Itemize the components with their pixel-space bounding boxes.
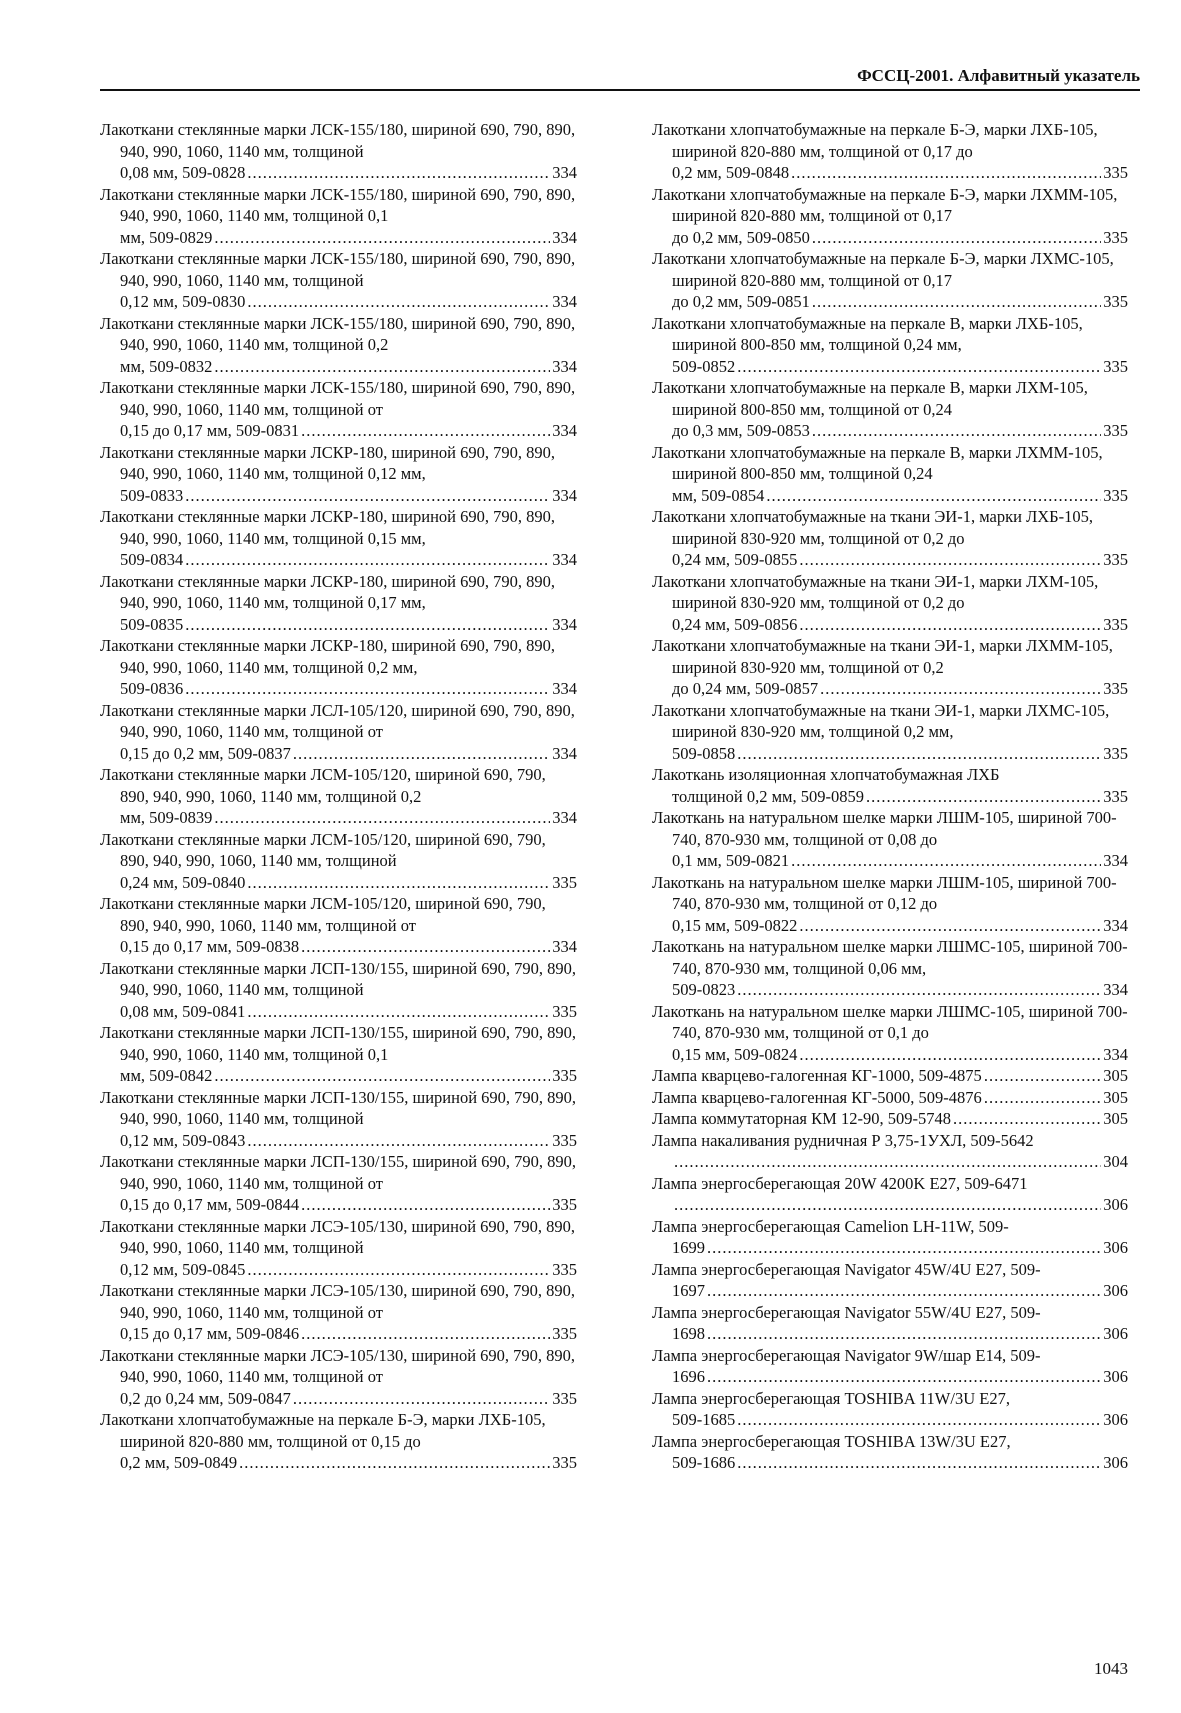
entry-last-line: 0,15 до 0,17 мм, 509-0846	[120, 1324, 300, 1343]
entry-leader-line	[672, 915, 1128, 937]
dot-leader	[707, 1323, 1101, 1345]
entry-text: Лакоткань на натуральном шелке марки ЛШМС-105, шириной 700-740, 870-930 мм, толщиной от 0,1 до	[652, 1001, 1128, 1042]
entry-leader-line	[120, 872, 577, 894]
entry-leader-line	[672, 1366, 1128, 1388]
dot-leader	[214, 807, 550, 829]
dot-leader	[707, 1366, 1101, 1388]
entry-text: Лакоткань изоляционная хлопчатобумажная ЛХБ	[652, 765, 1000, 784]
index-entry	[100, 1087, 577, 1152]
entry-page-ref: 305	[1103, 1087, 1128, 1107]
entry-leader-line	[120, 1001, 577, 1023]
entry-leader-line	[672, 420, 1128, 442]
entry-text: Лакоткани стеклянные марки ЛСП-130/155, шириной 690, 790, 890, 940, 990, 1060, 1140 мм, толщиной от	[100, 1152, 577, 1193]
index-entry	[652, 1345, 1128, 1388]
index-entry	[652, 1216, 1128, 1259]
dot-leader	[737, 743, 1101, 765]
index-entry	[652, 1259, 1128, 1302]
page-number: 1043	[1094, 1659, 1128, 1678]
index-entry	[652, 119, 1128, 184]
index-entry	[652, 248, 1128, 313]
entry-page-ref: 334	[552, 163, 577, 182]
dot-leader	[239, 1452, 550, 1474]
entry-leader-line	[120, 614, 577, 636]
entry-text: Лампа накаливания рудничная Р 3,75-1УХЛ, 509-5642	[652, 1130, 1034, 1150]
index-entry	[100, 377, 577, 442]
entry-text: Лакоткани стеклянные марки ЛСК-155/180, шириной 690, 790, 890, 940, 990, 1060, 1140 мм, толщиной	[100, 249, 576, 290]
dot-leader	[799, 614, 1101, 636]
entry-page-ref: 306	[1103, 1453, 1128, 1472]
entry-text: Лампа энергосберегающая TOSHIBA 11W/3U E27,	[652, 1388, 1010, 1408]
entry-leader-line	[120, 678, 577, 700]
entry-leader-line	[120, 743, 577, 765]
index-entry	[652, 807, 1128, 872]
entry-leader-line	[672, 614, 1128, 636]
entry-leader-line	[120, 291, 577, 313]
entry-last-line: до 0,24 мм, 509-0857	[672, 679, 819, 698]
entry-leader-line	[672, 549, 1128, 571]
entry-text: Лакоткани стеклянные марки ЛСМ-105/120, шириной 690, 790, 890, 940, 990, 1060, 1140 мм, толщиной	[100, 829, 546, 870]
entry-text: Лакоткани хлопчатобумажные на перкале В, марки ЛХММ-105, шириной 800-850 мм, толщиной 0,24	[652, 442, 1103, 483]
entry-last-line: 509-1686	[672, 1453, 736, 1472]
entry-last-line: 0,2 мм, 509-0849	[120, 1453, 238, 1472]
entry-leader-line	[672, 979, 1128, 1001]
entry-page-ref: 335	[552, 1130, 577, 1150]
entry-text: Лакоткани стеклянные марки ЛСМ-105/120, шириной 690, 790, 890, 940, 990, 1060, 1140 мм, толщиной от	[100, 894, 546, 935]
entry-leader-line	[120, 1130, 577, 1152]
entry-text: Лакоткани стеклянные марки ЛСКР-180, шириной 690, 790, 890, 940, 990, 1060, 1140 мм, толщиной 0,15 мм,	[100, 507, 555, 548]
entry-page-ref: 334	[552, 550, 577, 569]
entry-text: Лампа энергосберегающая 20W 4200K E27, 509-6471	[652, 1173, 1028, 1193]
entry-leader-line	[120, 1259, 577, 1281]
entry-leader-line	[672, 678, 1128, 700]
entry-last-line: Лампа кварцево-галогенная КГ-1000, 509-4875	[652, 1066, 982, 1085]
entry-last-line: до 0,2 мм, 509-0850	[672, 227, 810, 247]
entry-page-ref: 334	[1103, 1044, 1128, 1064]
dot-leader	[293, 743, 550, 765]
index-entry	[652, 1087, 1128, 1109]
entry-last-line: 0,08 мм, 509-0841	[120, 1001, 246, 1021]
entry-page-ref: 334	[552, 356, 577, 376]
entry-text: Лакоткани хлопчатобумажные на ткани ЭИ-1, марки ЛХММ-105, шириной 830-920 мм, толщиной от 0,2	[652, 636, 1113, 677]
entry-leader-line	[672, 1280, 1128, 1302]
entry-last-line: мм, 509-0829	[120, 227, 213, 247]
index-entry	[652, 1302, 1128, 1345]
entry-last-line: 0,2 мм, 509-0848	[672, 163, 790, 182]
entry-last-line: 0,24 мм, 509-0856	[672, 614, 798, 634]
index-entry	[100, 442, 577, 507]
entry-last-line: 509-0833	[120, 485, 184, 505]
entry-text: Лакоткани хлопчатобумажные на перкале Б-Э, марки ЛХБ-105, шириной 820-880 мм, толщиной от 0,17 до	[652, 120, 1098, 161]
entry-text: Лампа энергосберегающая Navigator 55W/4U E27, 509-	[652, 1302, 1041, 1322]
index-column-left	[100, 119, 577, 1474]
entry-page-ref: 335	[1103, 227, 1128, 247]
entry-text: Лакоткани стеклянные марки ЛСК-155/180, шириной 690, 790, 890, 940, 990, 1060, 1140 мм, толщиной 0,1	[100, 184, 576, 225]
entry-page-ref: 305	[1103, 1109, 1128, 1128]
index-entry	[100, 248, 577, 313]
entry-leader-line	[672, 1151, 1128, 1173]
entry-page-ref: 335	[552, 1066, 577, 1085]
entry-page-ref: 335	[552, 872, 577, 892]
entry-leader-line	[120, 485, 577, 507]
index-entry	[652, 1388, 1128, 1431]
entry-last-line: 0,15 до 0,2 мм, 509-0837	[120, 743, 291, 763]
index-entry	[100, 1409, 577, 1474]
entry-page-ref: 335	[552, 1453, 577, 1472]
entry-page-ref: 306	[1103, 1281, 1128, 1300]
entry-text: Лакоткани хлопчатобумажные на перкале В, марки ЛХМ-105, шириной 800-850 мм, толщиной от 0,24	[652, 378, 1088, 419]
entry-page-ref: 334	[552, 421, 577, 440]
entry-page-ref: 334	[1103, 851, 1128, 870]
index-entry	[652, 635, 1128, 700]
index-entry	[652, 571, 1128, 636]
dot-leader	[791, 162, 1101, 184]
index-entry	[100, 184, 577, 249]
dot-leader	[707, 1237, 1101, 1259]
running-header	[100, 66, 1140, 91]
dot-leader	[766, 485, 1101, 507]
entry-text: Лакоткань на натуральном шелке марки ЛШМ-105, шириной 700-740, 870-930 мм, толщиной от 0,12 до	[652, 872, 1117, 913]
entry-page-ref: 335	[1103, 550, 1128, 569]
entry-last-line: 0,15 до 0,17 мм, 509-0838	[120, 937, 300, 956]
entry-text: Лакоткани стеклянные марки ЛСЭ-105/130, шириной 690, 790, 890, 940, 990, 1060, 1140 мм, толщиной от	[100, 1281, 576, 1322]
entry-last-line: мм, 509-0832	[120, 356, 213, 376]
dot-leader	[301, 936, 550, 958]
entry-last-line: 1696	[672, 1367, 705, 1386]
entry-leader-line	[672, 850, 1128, 872]
header-title: ФССЦ-2001. Алфавитный указатель	[857, 66, 1140, 85]
index-entry	[100, 764, 577, 829]
entry-last-line: 1697	[672, 1281, 705, 1300]
entry-last-line: 0,24 мм, 509-0855	[672, 550, 798, 569]
dot-leader	[247, 291, 550, 313]
entry-leader-line	[672, 1237, 1128, 1259]
index-entry	[100, 1022, 577, 1087]
entry-last-line: 0,15 до 0,17 мм, 509-0844	[120, 1195, 300, 1214]
entry-leader-line	[652, 1065, 1128, 1087]
dot-leader	[301, 420, 550, 442]
entry-leader-line	[672, 162, 1128, 184]
entry-last-line: Лампа кварцево-галогенная КГ-5000, 509-4876	[652, 1087, 982, 1107]
entry-page-ref: 335	[552, 1324, 577, 1343]
entry-text: Лампа энергосберегающая Camelion LH-11W, 509-	[652, 1216, 1009, 1236]
entry-page-ref: 334	[552, 679, 577, 698]
entry-text: Лакоткани стеклянные марки ЛСЭ-105/130, шириной 690, 790, 890, 940, 990, 1060, 1140 мм, толщиной	[100, 1216, 576, 1257]
index-entry	[652, 377, 1128, 442]
entry-leader-line	[672, 485, 1128, 507]
entry-leader-line	[672, 743, 1128, 765]
entry-last-line: 509-0836	[120, 679, 184, 698]
entry-text: Лакоткань на натуральном шелке марки ЛШМС-105, шириной 700-740, 870-930 мм, толщиной 0,06 мм,	[652, 937, 1128, 978]
dot-leader	[953, 1108, 1101, 1130]
entry-leader-line	[672, 227, 1128, 249]
dot-leader	[185, 549, 550, 571]
entry-leader-line	[652, 1087, 1128, 1109]
entry-last-line: мм, 509-0854	[672, 485, 765, 505]
dot-leader	[791, 850, 1101, 872]
index-entry	[100, 119, 577, 184]
entry-text: Лакоткани хлопчатобумажные на перкале Б-Э, марки ЛХМС-105, шириной 820-880 мм, толщиной от 0,17	[652, 249, 1114, 290]
entry-leader-line	[120, 1452, 577, 1474]
entry-page-ref: 335	[1103, 163, 1128, 182]
entry-leader-line	[120, 1065, 577, 1087]
dot-leader	[707, 1280, 1101, 1302]
entry-page-ref: 306	[1103, 1367, 1128, 1386]
dot-leader	[799, 1044, 1101, 1066]
entry-last-line: 1699	[672, 1238, 705, 1257]
dot-leader	[737, 979, 1101, 1001]
entry-page-ref: 335	[1103, 679, 1128, 698]
entry-text: Лампа энергосберегающая Navigator 9W/шар E14, 509-	[652, 1345, 1041, 1365]
dot-leader	[185, 614, 550, 636]
entry-leader-line	[672, 356, 1128, 378]
index-entry	[652, 1001, 1128, 1066]
entry-page-ref: 335	[1103, 743, 1128, 763]
entry-text: Лакоткани хлопчатобумажные на перкале В, марки ЛХБ-105, шириной 800-850 мм, толщиной 0,24 мм,	[652, 313, 1083, 354]
dot-leader	[799, 915, 1101, 937]
entry-leader-line	[120, 162, 577, 184]
index-entry	[100, 893, 577, 958]
entry-last-line: 0,15 мм, 509-0824	[672, 1044, 798, 1064]
dot-leader	[185, 485, 550, 507]
entry-last-line: 0,1 мм, 509-0821	[672, 851, 790, 870]
index-entry	[100, 313, 577, 378]
dot-leader	[247, 1130, 550, 1152]
entry-leader-line	[120, 936, 577, 958]
index-entry	[100, 700, 577, 765]
dot-leader	[674, 1151, 1101, 1173]
entry-page-ref: 335	[552, 1259, 577, 1279]
dot-leader	[214, 227, 550, 249]
entry-text: Лампа энергосберегающая Navigator 45W/4U E27, 509-	[652, 1259, 1041, 1279]
entry-leader-line	[672, 1044, 1128, 1066]
index-entry	[652, 506, 1128, 571]
dot-leader	[293, 1388, 550, 1410]
dot-leader	[247, 1001, 550, 1023]
entry-text: Лакоткани хлопчатобумажные на ткани ЭИ-1, марки ЛХБ-105, шириной 830-920 мм, толщиной от 0,2 до	[652, 507, 1094, 548]
index-entry	[100, 1345, 577, 1410]
entry-text: Лакоткани стеклянные марки ЛСП-130/155, шириной 690, 790, 890, 940, 990, 1060, 1140 мм, толщиной	[100, 1087, 577, 1128]
entry-leader-line	[672, 291, 1128, 313]
entry-last-line: 0,08 мм, 509-0828	[120, 163, 246, 182]
entry-page-ref: 335	[1103, 292, 1128, 311]
entry-page-ref: 334	[552, 227, 577, 247]
entry-page-ref: 334	[552, 743, 577, 763]
entry-text: Лакоткани хлопчатобумажные на ткани ЭИ-1, марки ЛХМ-105, шириной 830-920 мм, толщиной от 0,2 до	[652, 571, 1099, 612]
index-entry	[100, 1280, 577, 1345]
dot-leader	[185, 678, 550, 700]
entry-last-line: Лампа коммутаторная КМ 12-90, 509-5748	[652, 1109, 951, 1128]
dot-leader	[247, 1259, 550, 1281]
entry-page-ref: 335	[552, 1001, 577, 1021]
entry-last-line: 509-0835	[120, 614, 184, 634]
dot-leader	[866, 786, 1101, 808]
dot-leader	[247, 872, 550, 894]
index-entry	[100, 958, 577, 1023]
entry-last-line: 0,15 до 0,17 мм, 509-0831	[120, 421, 300, 440]
entry-last-line: до 0,3 мм, 509-0853	[672, 421, 810, 440]
dot-leader	[214, 1065, 550, 1087]
entry-text: Лакоткани хлопчатобумажные на ткани ЭИ-1, марки ЛХМС-105, шириной 830-920 мм, толщиной 0,2 мм,	[652, 700, 1110, 741]
entry-last-line: 509-0852	[672, 356, 736, 376]
index-entry	[100, 1151, 577, 1216]
entry-leader-line	[120, 356, 577, 378]
dot-leader	[820, 678, 1101, 700]
dot-leader	[799, 549, 1101, 571]
dot-leader	[737, 356, 1101, 378]
dot-leader	[301, 1323, 550, 1345]
dot-leader	[737, 1452, 1101, 1474]
index-entry	[652, 700, 1128, 765]
index-entry	[652, 1173, 1128, 1216]
entry-page-ref: 304	[1103, 1152, 1128, 1171]
dot-leader	[247, 162, 550, 184]
entry-text: Лакоткани стеклянные марки ЛСК-155/180, шириной 690, 790, 890, 940, 990, 1060, 1140 мм, толщиной 0,2	[100, 313, 576, 354]
entry-page-ref: 334	[1103, 980, 1128, 999]
entry-last-line: 509-0834	[120, 550, 184, 569]
entry-text: Лакоткани стеклянные марки ЛСК-155/180, шириной 690, 790, 890, 940, 990, 1060, 1140 мм, толщиной от	[100, 378, 576, 419]
index-entry	[100, 571, 577, 636]
entry-text: Лакоткани стеклянные марки ЛСЭ-105/130, шириной 690, 790, 890, 940, 990, 1060, 1140 мм, толщиной от	[100, 1345, 576, 1386]
entry-page-ref: 305	[1103, 1066, 1128, 1085]
entry-last-line: 0,24 мм, 509-0840	[120, 872, 246, 892]
entry-leader-line	[672, 1452, 1128, 1474]
entry-last-line: 0,12 мм, 509-0843	[120, 1130, 246, 1150]
entry-leader-line	[120, 227, 577, 249]
entry-page-ref: 306	[1103, 1238, 1128, 1257]
entry-page-ref: 334	[552, 485, 577, 505]
entry-page-ref: 334	[552, 937, 577, 956]
entry-text: Лакоткани стеклянные марки ЛСКР-180, шириной 690, 790, 890, 940, 990, 1060, 1140 мм, толщиной 0,17 мм,	[100, 571, 555, 612]
dot-leader	[984, 1087, 1101, 1109]
index-entry	[652, 184, 1128, 249]
index-entry	[652, 1108, 1128, 1130]
entry-text: Лакоткани стеклянные марки ЛСКР-180, шириной 690, 790, 890, 940, 990, 1060, 1140 мм, толщиной 0,12 мм,	[100, 442, 555, 483]
entry-text: Лакоткани стеклянные марки ЛСКР-180, шириной 690, 790, 890, 940, 990, 1060, 1140 мм, толщиной 0,2 мм,	[100, 636, 555, 677]
entry-last-line: 0,12 мм, 509-0830	[120, 292, 246, 311]
entry-text: Лакоткани стеклянные марки ЛСП-130/155, шириной 690, 790, 890, 940, 990, 1060, 1140 мм, толщиной	[100, 958, 577, 999]
entry-text: Лакоткань на натуральном шелке марки ЛШМ-105, шириной 700-740, 870-930 мм, толщиной от 0,08 до	[652, 808, 1117, 849]
entry-page-ref: 335	[1103, 356, 1128, 376]
dot-leader	[301, 1194, 550, 1216]
index-column-right	[652, 119, 1128, 1474]
entry-page-ref: 335	[1103, 485, 1128, 505]
dot-leader	[812, 420, 1101, 442]
index-entry	[100, 635, 577, 700]
entry-leader-line	[672, 786, 1128, 808]
entry-page-ref: 334	[552, 614, 577, 634]
index-entry	[652, 442, 1128, 507]
index-entry	[652, 764, 1128, 807]
entry-leader-line	[120, 1194, 577, 1216]
entry-leader-line	[120, 1388, 577, 1410]
entry-leader-line	[120, 420, 577, 442]
dot-leader	[812, 227, 1101, 249]
index-entry	[652, 1431, 1128, 1474]
entry-last-line: 0,2 до 0,24 мм, 509-0847	[120, 1388, 291, 1408]
entry-last-line: до 0,2 мм, 509-0851	[672, 292, 810, 311]
entry-text: Лакоткани хлопчатобумажные на перкале Б-Э, марки ЛХБ-105, шириной 820-880 мм, толщиной от 0,15 до	[100, 1410, 546, 1451]
index-entry	[100, 506, 577, 571]
entry-page-ref: 335	[552, 1195, 577, 1214]
entry-last-line: 0,12 мм, 509-0845	[120, 1259, 246, 1279]
entry-leader-line	[672, 1323, 1128, 1345]
entry-page-ref: 335	[552, 1388, 577, 1408]
entry-leader-line	[120, 1323, 577, 1345]
index-entry	[652, 1065, 1128, 1087]
index-entry	[100, 829, 577, 894]
index-entry	[652, 872, 1128, 937]
entry-text: Лакоткани стеклянные марки ЛСК-155/180, шириной 690, 790, 890, 940, 990, 1060, 1140 мм, толщиной	[100, 120, 576, 161]
entry-last-line: 509-1685	[672, 1410, 736, 1429]
entry-last-line: мм, 509-0839	[120, 808, 213, 827]
dot-leader	[737, 1409, 1101, 1431]
entry-text: Лакоткани стеклянные марки ЛСМ-105/120, шириной 690, 790, 890, 940, 990, 1060, 1140 мм, толщиной 0,2	[100, 765, 546, 806]
index-entry	[100, 1216, 577, 1281]
entry-page-ref: 335	[1103, 786, 1128, 806]
index-entry	[652, 313, 1128, 378]
dot-leader	[214, 356, 550, 378]
entry-last-line: толщиной 0,2 мм, 509-0859	[672, 786, 864, 806]
dot-leader	[812, 291, 1101, 313]
entry-page-ref: 306	[1103, 1324, 1128, 1343]
entry-last-line: 0,15 мм, 509-0822	[672, 915, 798, 935]
entry-page-ref: 334	[1103, 915, 1128, 935]
entry-leader-line	[120, 549, 577, 571]
entry-page-ref: 335	[1103, 421, 1128, 440]
entry-text: Лакоткани стеклянные марки ЛСЛ-105/120, шириной 690, 790, 890, 940, 990, 1060, 1140 мм, толщиной от	[100, 700, 575, 741]
dot-leader	[674, 1194, 1101, 1216]
entry-text: Лакоткани стеклянные марки ЛСП-130/155, шириной 690, 790, 890, 940, 990, 1060, 1140 мм, толщиной 0,1	[100, 1023, 577, 1064]
entry-text: Лакоткани хлопчатобумажные на перкале Б-Э, марки ЛХММ-105, шириной 820-880 мм, толщиной от 0,17	[652, 184, 1118, 225]
entry-leader-line	[672, 1409, 1128, 1431]
entry-last-line: 509-0823	[672, 980, 736, 999]
index-entry	[652, 1130, 1128, 1173]
entry-page-ref: 335	[1103, 614, 1128, 634]
entry-leader-line	[120, 807, 577, 829]
entry-page-ref: 334	[552, 292, 577, 311]
dot-leader	[984, 1065, 1101, 1087]
entry-last-line: 1698	[672, 1324, 705, 1343]
entry-page-ref: 334	[552, 808, 577, 827]
entry-text: Лампа энергосберегающая TOSHIBA 13W/3U E27,	[652, 1431, 1011, 1451]
entry-page-ref: 306	[1103, 1195, 1128, 1214]
index-entry	[652, 936, 1128, 1001]
entry-last-line: мм, 509-0842	[120, 1066, 213, 1085]
entry-leader-line	[672, 1194, 1128, 1216]
entry-page-ref: 306	[1103, 1410, 1128, 1429]
entry-last-line: 509-0858	[672, 743, 736, 763]
entry-leader-line	[652, 1108, 1128, 1130]
